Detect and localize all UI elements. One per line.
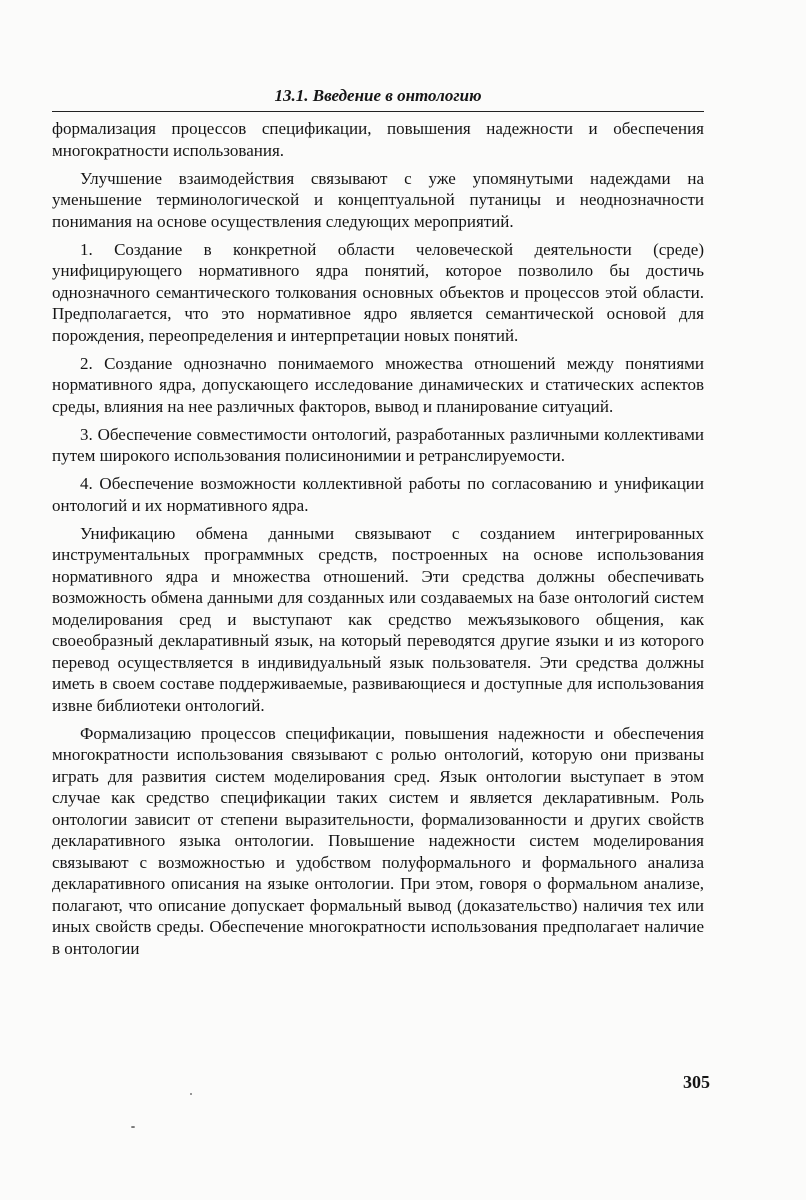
list-item-2: 2. Создание однозначно понимаемого множества отношений между понятиями нормативного ядра, допускающего исследование динамических и статических аспектов среды, влияния на нее различных факторов, вывод и планирование ситуаций. (52, 353, 704, 416)
header-rule (52, 111, 704, 112)
paragraph-formalization: Формализацию процессов спецификации, повышения надежности и обеспечения многократности использования связывают с ролью онтологий, которую они призваны играть для развития систем моделирования сред. Язык онтологии выступает в этом случае как средство спецификации таких систем и является декларативным. Роль онтологии зависит от степени выразительности, формализованности и других свойств декларативного языка онтологии. Повышение надежности систем моделирования связывают с возможностью и удобством полуформального и формального анализа декларативного описания на языке онтологии. При этом, говоря о формальном анализе, полагают, что описание допускает формальный вывод (доказательство) наличия тех или иных свойств среды. Обеспечение многократности использования предполагает наличие в онтологии (52, 723, 704, 958)
list-item-3: 3. Обеспечение совместимости онтологий, разработанных различными коллективами путем широкого использования полисинонимии и ретранслируемости. (52, 424, 704, 465)
list-item-1: 1. Создание в конкретной области человеческой деятельности (среде) унифицирующего нормативного ядра понятий, которое позволило бы достичь однозначного семантического толкования основных объектов и процессов этой области. Предполагается, что это нормативное ядро является семантической основой для порождения, переопределения и интерпретации новых понятий. (52, 239, 704, 345)
paragraph-data-exchange: Унификацию обмена данными связывают с созданием интегрированных инструментальных программных средств, построенных на основе использования нормативного ядра и множества отношений. Эти средства должны обеспечивать возможность обмена данными для созданных или создаваемых на базе онтологий систем моделирования сред и выступают как средство межъязыкового общения, как своеобразный декларативный язык, на который переводятся другие языки и из которого перевод осуществляется в индивидуальный язык пользователя. Эти средства должны иметь в своем составе поддерживаемые, развивающиеся и доступные для использования извне библиотеки онтологий. (52, 523, 704, 715)
running-header: 13.1. Введение в онтологию (274, 86, 482, 105)
paragraph-interaction: Улучшение взаимодействия связывают с уже упомянутыми надеждами на уменьшение терминологической и концептуальной путаницы и неоднозначности понимания на основе осуществления следующих мероприятий. (52, 168, 704, 231)
scan-speck (190, 1093, 192, 1095)
page-body (52, 118, 704, 966)
page-number: 305 (683, 1072, 710, 1092)
list-item-4: 4. Обеспечение возможности коллективной работы по согласованию и унификации онтологий и их нормативного ядра. (52, 474, 704, 515)
scan-speck (131, 1126, 135, 1128)
paragraph-continuation: формализация процессов спецификации, повышения надежности и обеспечения многократности использования. (52, 119, 704, 160)
